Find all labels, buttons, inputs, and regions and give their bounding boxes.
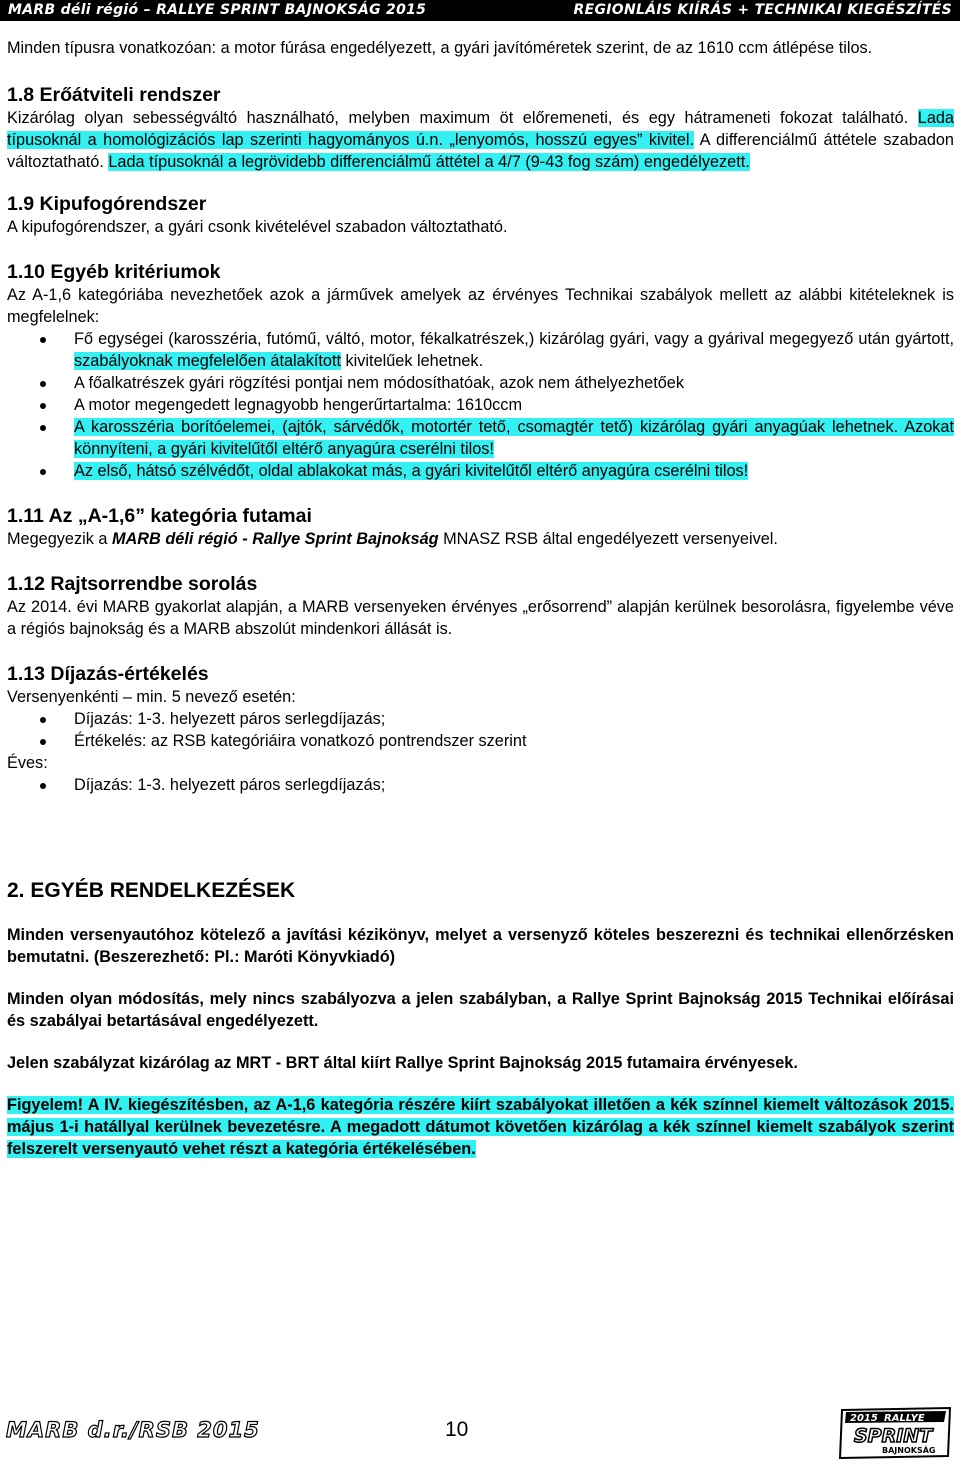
badge-year: 2015 — [850, 1413, 878, 1424]
bullet-icon — [40, 337, 46, 343]
section-2-p3: Jelen szabályzat kizárólag az MRT - BRT által kiírt Rallye Sprint Bajnokság 2015 futamaira érvényesek. — [7, 1054, 798, 1072]
list-item — [7, 460, 954, 482]
bullet-icon — [40, 403, 46, 409]
list-item — [7, 708, 954, 730]
rallye-sprint-logo — [836, 1406, 954, 1460]
bullet-icon — [40, 381, 46, 387]
list-item — [7, 394, 954, 416]
section-1-13-title: 1.13 Díjazás-értékelés — [7, 663, 209, 685]
section-1-10-text: Az A-1,6 kategóriába nevezhetőek azok a járművek amelyek az érvényes Technikai szabályok mellett az alábbi kitételeknek is megfelelnek: — [7, 286, 954, 326]
page-header — [0, 0, 960, 21]
b5-text: Az első, hátsó szélvédőt, oldal ablakokat más, a gyári kivitelűtől eltérő anyagúra cserélni tilos! — [74, 462, 749, 480]
bullet-icon — [40, 717, 46, 723]
list-item — [7, 372, 954, 394]
s18-p1-highlight: Lada típusoknál a homológizációs lap szerinti hagyományos ú.n. „lenyomós, hosszú egyes” kivitel. — [7, 109, 954, 149]
section-1-13-yearly-list — [7, 774, 954, 796]
section-2-p4-highlight: Figyelem! A IV. kiegészítésben, az A-1,6 kategória részére kiírt szabályokat illetően a kék színnel kiemelt változások 2015. május 1-i hatállyal kerülnek bevezetésre. A megadott dátumot követően kizárólag a kék színnel kiemelt szabályok szerint felszerelt versenyautó vehet részt a kategória értékelésében. — [7, 1096, 954, 1158]
s111-t1: Megegyezik a — [7, 530, 112, 548]
badge-line1: RALLYE — [884, 1413, 925, 1424]
section-2-p2: Minden olyan módosítás, mely nincs szabályozva a jelen szabályban, a Rallye Sprint Bajnokság 2015 Technikai előírásai és szabályai betartásával engedélyezett. — [7, 990, 954, 1030]
section-2-p1: Minden versenyautóhoz kötelező a javítási kézikönyv, melyet a versenyző köteles beszerezni és technikai ellenőrzésken bemutatni. (Beszerezhető: Pl.: Maróti Könyvkiadó) — [7, 926, 954, 966]
yearly-label: Éves: — [7, 754, 48, 772]
b1-tail: kivitelűek lehetnek. — [341, 352, 484, 370]
s18-p2: A differenciálmű áttétele szabadon változtatható. — [7, 131, 954, 171]
section-2-p4 — [7, 1094, 954, 1160]
footer-logo: MARB d.r./RSB 2015 — [6, 1418, 260, 1442]
section-1-11-text — [7, 528, 954, 550]
intro-paragraph: Minden típusra vonatkozóan: a motor fúrása engedélyezett, a gyári javítóméretek szerint, de az 1610 ccm átlépése tilos. — [7, 39, 873, 57]
s18-p2-highlight: Lada típusoknál a legrövidebb differenciálmű áttétel a 4/7 (9-43 fog szám) engedélyezett. — [108, 153, 750, 171]
list-item — [7, 416, 954, 460]
prize-text: Díjazás: 1-3. helyezett páros serlegdíjazás; — [74, 710, 386, 728]
section-1-12-text: Az 2014. évi MARB gyakorlat alapján, a MARB versenyeken érvényes „erősorrend” alapján kerülnek besorolásra, figyelembe véve a régiós bajnokság és a MARB abszolút mindenkori állását is. — [7, 598, 954, 638]
section-1-8-text — [7, 107, 954, 173]
b3-text: A motor megengedett legnagyobb hengerűrtartalma: 1610ccm — [74, 396, 523, 414]
s111-t2: MNASZ RSB által engedélyezett versenyeivel. — [438, 530, 778, 548]
section-1-9-title: 1.9 Kipufogórendszer — [7, 193, 207, 215]
section-1-9-text: A kipufogórendszer, a gyári csonk kivételével szabadon változtatható. — [7, 218, 508, 236]
bullet-icon — [40, 425, 46, 431]
list-item — [7, 328, 954, 372]
list-item — [7, 730, 954, 752]
b4-text: A karosszéria borítóelemei, (ajtók, sárvédők, motortér tető, csomagtér tető) kizárólag gyári anyagúak lehetnek. Azokat könnyíteni, a gyári kivitelűtől eltérő anyagúra cserélni tilos! — [74, 418, 954, 458]
b1-highlight: szabályoknak megfelelően átalakított — [74, 352, 341, 370]
badge-line2: SPRINT — [854, 1425, 933, 1447]
s18-p1: Kizárólag olyan sebességváltó használható, melyben maximum öt előremeneti, és egy hátrameneti fokozat található. — [7, 109, 918, 127]
section-1-8-title: 1.8 Erőátviteli rendszer — [7, 84, 221, 106]
document-body — [7, 37, 954, 1160]
bullet-icon — [40, 739, 46, 745]
section-1-13-list — [7, 708, 954, 752]
header-left: MARB déli régió – RALLYE SPRINT BAJNOKSÁG 2015 — [8, 2, 427, 18]
list-item — [7, 774, 954, 796]
b2-text: A főalkatrészek gyári rögzítési pontjai nem módosíthatóak, azok nem áthelyezhetőek — [74, 374, 684, 392]
s111-bold-italic: MARB déli régió - Rallye Sprint Bajnokság — [111, 530, 439, 548]
bullet-icon — [40, 469, 46, 475]
section-1-10-title: 1.10 Egyéb kritériumok — [7, 261, 221, 283]
section-1-11-title: 1.11 Az „A-1,6” kategória futamai — [7, 505, 312, 527]
page-number: 10 — [445, 1418, 469, 1441]
section-1-13-intro: Versenyenkénti – min. 5 nevező esetén: — [7, 688, 296, 706]
header-right: REGIONLÁIS KIÍRÁS + TECHNIKAI KIEGÉSZÍTÉS — [573, 2, 952, 18]
section-1-10-list — [7, 328, 954, 482]
b1-text: Fő egységei (karosszéria, futómű, váltó, motor, fékalkatrészek,) kizárólag gyári, vagy a gyárival megegyező után gyártott, — [74, 330, 954, 348]
section-1-12-title: 1.12 Rajtsorrendbe sorolás — [7, 573, 258, 595]
evaluation-text: Értékelés: az RSB kategóriáira vonatkozó pontrendszer szerint — [74, 732, 527, 750]
yearly-prize-text: Díjazás: 1-3. helyezett páros serlegdíjazás; — [74, 776, 386, 794]
badge-line3: BAJNOKSÁG — [882, 1446, 936, 1455]
section-2-title: 2. EGYÉB RENDELKEZÉSEK — [7, 879, 296, 902]
bullet-icon — [40, 783, 46, 789]
